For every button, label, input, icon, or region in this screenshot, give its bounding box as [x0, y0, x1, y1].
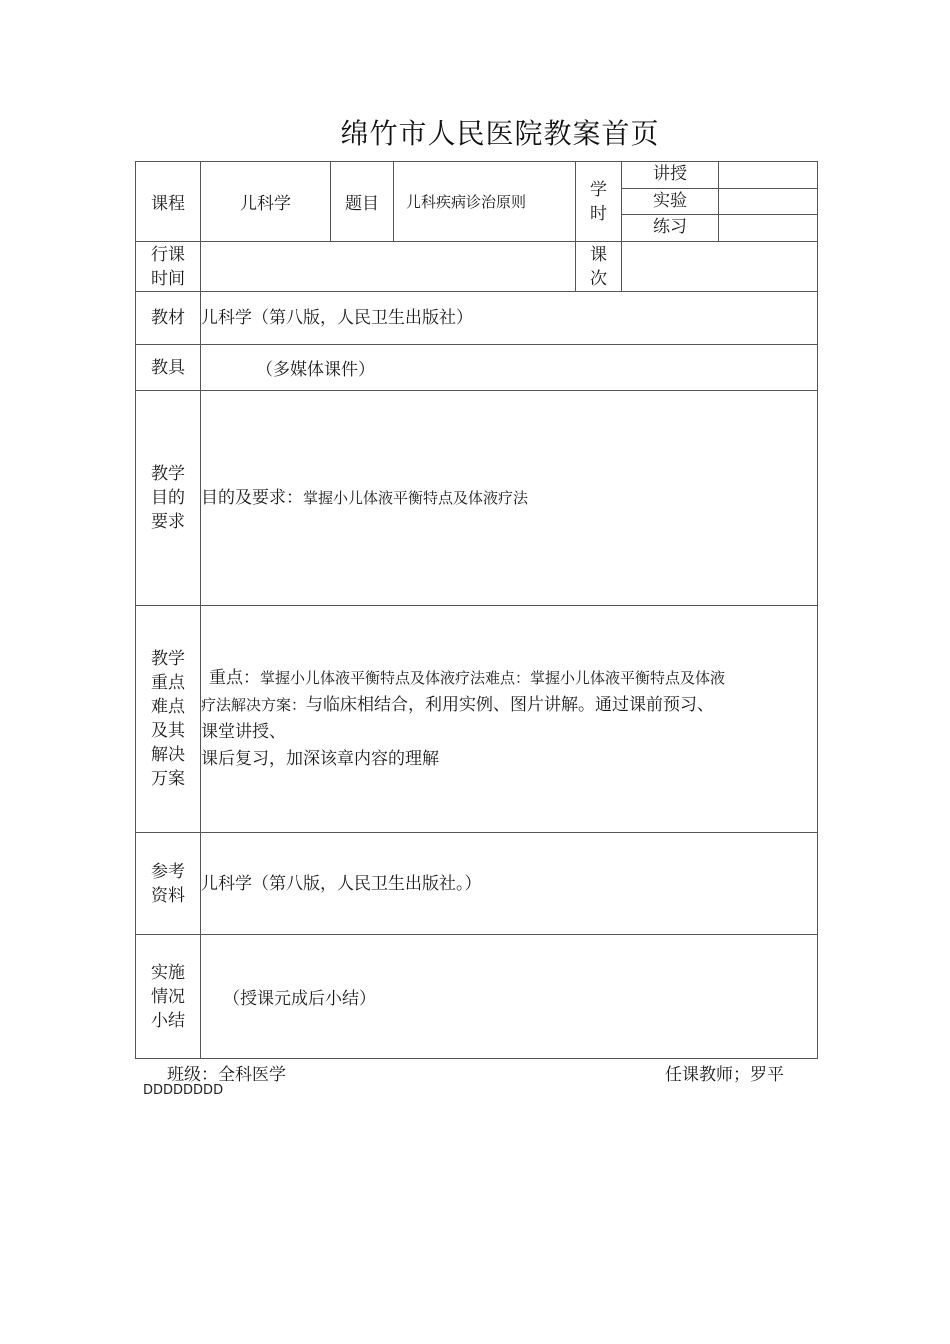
- session-label: 课 次: [576, 242, 622, 292]
- hours-row-lecture: [622, 162, 817, 189]
- tools-row: [136, 345, 818, 391]
- goals-row: [136, 391, 818, 606]
- topic-label: 题目: [331, 162, 394, 242]
- key-points-line-2: [201, 692, 817, 719]
- hours-row-practice: [622, 215, 817, 241]
- hours-lecture-label: 讲授: [622, 162, 719, 188]
- key-points-row: [136, 606, 818, 833]
- summary-row: [136, 935, 818, 1059]
- class-time-value: [201, 242, 576, 292]
- hours-practice-label: 练习: [622, 215, 719, 241]
- hours-experiment-label: 实验: [622, 189, 719, 215]
- key-points-text-1: 掌握小儿体液平衡特点及体液疗法难点：掌握小儿体液平衡特点及体液: [260, 669, 726, 687]
- summary-value: （授课元成后小结）: [201, 935, 818, 1059]
- key-points-cell: [201, 606, 818, 833]
- hours-experiment-value: [719, 189, 817, 215]
- tools-label: 教具: [136, 345, 201, 391]
- reference-value: 儿科学（第八版，人民卫生出版社。）: [201, 833, 818, 935]
- reference-row: [136, 833, 818, 935]
- key-points-line-1: [201, 665, 817, 692]
- class-info: 班级：全科医学: [167, 1065, 286, 1085]
- topic-value: 儿科疾病诊治原则: [394, 162, 576, 242]
- hours-row-experiment: [622, 189, 817, 216]
- footer-code: DDDDDDDD: [143, 1083, 224, 1098]
- hours-lecture-value: [719, 162, 817, 188]
- hours-practice-value: [719, 215, 817, 241]
- key-points-prefix: 重点：: [209, 668, 260, 688]
- goals-label: 教学 目的 要求: [136, 391, 201, 606]
- class-time-label: 行课 时间: [136, 242, 201, 292]
- key-points-line-4: 课后复习，加深该章内容的理解: [201, 749, 439, 769]
- goals-prefix: 目的及要求：: [201, 488, 303, 508]
- tools-value: （多媒体课件）: [201, 345, 818, 391]
- key-points-label: 教学 重点 难点 及其 解决 万案: [136, 606, 201, 833]
- key-points-line-3: 课堂讲授、: [201, 722, 286, 742]
- lesson-plan-table: [135, 161, 818, 1059]
- textbook-label: 教材: [136, 292, 201, 345]
- textbook-value: 儿科学（第八版，人民卫生出版社）: [201, 292, 818, 345]
- hours-cell: [622, 162, 818, 242]
- reference-label: 参考 资料: [136, 833, 201, 935]
- key-points-text-2a: 疗法解决方案：: [201, 696, 307, 714]
- page-title: 绵竹市人民医院教案首页: [340, 117, 660, 150]
- session-value: [622, 242, 818, 292]
- goals-value: 掌握小儿体液平衡特点及体液疗法: [303, 489, 529, 507]
- schedule-row: [136, 242, 818, 292]
- goals-cell: [201, 391, 818, 606]
- key-points-text-2b: 与临床相结合，利用实例、图片讲解。通过课前预习、: [306, 695, 715, 715]
- header-row: [136, 162, 818, 242]
- teacher-info: 任课教师；罗平: [665, 1065, 784, 1085]
- course-value: 儿科学: [201, 162, 331, 242]
- course-label: 课程: [136, 162, 201, 242]
- hours-label: 学 时: [576, 162, 622, 242]
- textbook-row: [136, 292, 818, 345]
- summary-label: 实施 情况 小结: [136, 935, 201, 1059]
